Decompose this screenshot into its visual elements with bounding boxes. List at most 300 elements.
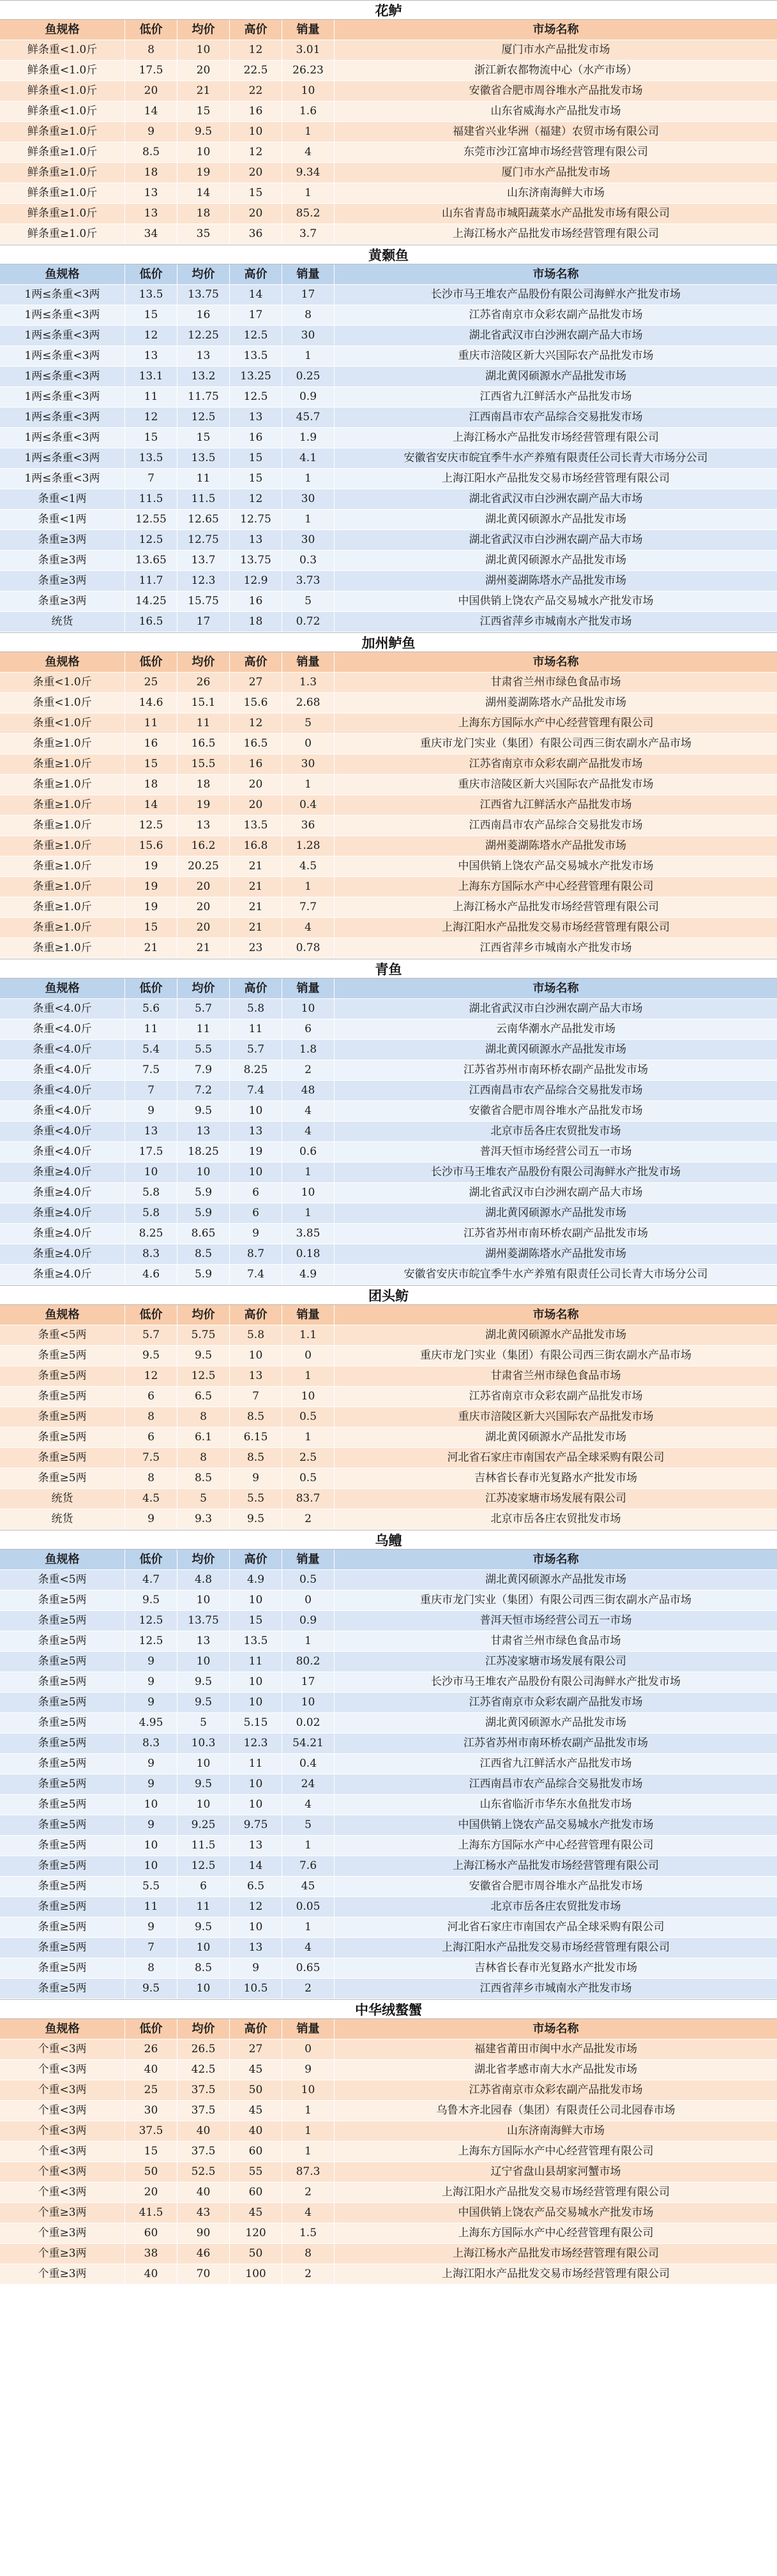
market-cell: 江西南昌市农产品综合交易批发市场: [469, 1084, 643, 1097]
spec-cell: 条重<1.0斤: [0, 693, 125, 713]
table-row: [0, 1570, 777, 1590]
low-price-cell: 41.5: [125, 2203, 177, 2223]
low-price-cell: 8.3: [125, 1734, 177, 1753]
table-row: [0, 1856, 777, 1877]
high-price-cell: 16.8: [230, 836, 282, 856]
low-price-cell: 6: [125, 1428, 177, 1447]
volume-cell: 4: [282, 1938, 335, 1958]
avg-price-cell: 37.5: [177, 2101, 230, 2121]
table-row: [0, 1448, 777, 1468]
avg-price-cell: 7.2: [177, 1081, 230, 1101]
spec-cell: 条重<4.0斤: [0, 1081, 125, 1101]
high-price-cell: 16: [230, 102, 282, 121]
volume-cell: 10: [282, 1387, 335, 1406]
spec-cell: 条重≥1.0斤: [0, 836, 125, 856]
market-cell: 江苏省南京市众彩农副产品批发市场: [469, 2084, 643, 2096]
spec-cell: 条重≥5两: [0, 1611, 125, 1631]
low-price-cell: 18: [125, 775, 177, 795]
low-price-cell: 4.7: [125, 1570, 177, 1590]
table-row: [0, 1183, 777, 1203]
high-price-cell: 8.25: [230, 1060, 282, 1080]
market-cell: 福建省兴业华洲（福建）农贸市场有限公司: [453, 125, 659, 138]
low-price-cell: 9: [125, 1652, 177, 1672]
spec-cell: 1两≤条重<3两: [0, 469, 125, 489]
avg-price-cell: 12.3: [177, 571, 230, 591]
market-cell: 重庆市涪陵区新大兴国际农产品批发市场: [458, 778, 654, 791]
table-row: [0, 1244, 777, 1265]
market-cell: 安徽省合肥市周谷堆水产品批发市场: [469, 1880, 643, 1893]
avg-price-cell: 11: [177, 1897, 230, 1917]
table-header-row: [0, 652, 777, 673]
avg-price-cell: 8: [177, 1407, 230, 1427]
market-header: 市场名称: [532, 268, 579, 281]
volume-cell: 2.5: [282, 1448, 335, 1468]
low-price-cell: 8: [125, 40, 177, 60]
avg-price-cell: 11: [177, 469, 230, 489]
high-price-cell: 27: [230, 2039, 282, 2059]
volume-cell: 30: [282, 489, 335, 509]
table-header-row: [0, 979, 777, 999]
table-row: [0, 775, 777, 795]
spec-cell: 条重≥5两: [0, 1693, 125, 1712]
avg-price-header: 均价: [177, 1550, 230, 1569]
spec-cell: 条重≥5两: [0, 1448, 125, 1468]
table-row: [0, 1631, 777, 1652]
market-cell: 江西省萍乡市城南水产批发市场: [479, 941, 632, 954]
table-row: [0, 122, 777, 142]
avg-price-cell: 12.75: [177, 530, 230, 550]
section-block: [0, 959, 777, 1285]
volume-cell: 2: [282, 1060, 335, 1080]
spec-cell: 条重<4.0斤: [0, 1040, 125, 1060]
volume-cell: 4.5: [282, 857, 335, 876]
market-cell: 山东济南海鲜大市场: [507, 2124, 605, 2137]
market-cell: 江苏凌家塘市场发展有限公司: [485, 1655, 626, 1668]
volume-cell: 0.5: [282, 1468, 335, 1488]
volume-cell: 87.3: [282, 2162, 335, 2182]
market-cell: 湖北黄冈硕源水产品批发市场: [485, 1431, 626, 1444]
high-price-cell: 15: [230, 183, 282, 203]
low-price-cell: 8: [125, 1958, 177, 1978]
high-price-cell: 55: [230, 2162, 282, 2182]
spec-cell: 条重≥5两: [0, 1428, 125, 1447]
market-cell: 上海东方国际水产中心经营管理有限公司: [458, 2145, 654, 2158]
volume-cell: 10: [282, 1693, 335, 1712]
table-row: [0, 1917, 777, 1938]
volume-cell: 1: [282, 775, 335, 795]
section-title: 加州鲈鱼: [0, 632, 777, 652]
volume-cell: 1: [282, 877, 335, 897]
volume-cell: 54.21: [282, 1734, 335, 1753]
table-row: [0, 1590, 777, 1611]
section-title: 团头鲂: [0, 1285, 777, 1305]
low-price-cell: 9: [125, 1693, 177, 1712]
avg-price-cell: 10: [177, 1162, 230, 1182]
market-cell: 北京市岳各庄农贸批发市场: [490, 1125, 621, 1138]
table-row: [0, 367, 777, 387]
table-row: [0, 142, 777, 163]
low-price-cell: 16.5: [125, 612, 177, 632]
table-header-row: [0, 2019, 777, 2039]
high-price-cell: 5.15: [230, 1713, 282, 1733]
spec-header: 鱼规格: [0, 1550, 125, 1569]
spec-cell: 条重≥5两: [0, 1672, 125, 1692]
spec-cell: 个重≥3两: [0, 2244, 125, 2264]
avg-price-cell: 13.75: [177, 1611, 230, 1631]
market-cell: 河北省石家庄市南国农产品全球采购有限公司: [447, 1451, 665, 1464]
high-price-cell: 13: [230, 408, 282, 427]
low-price-cell: 19: [125, 897, 177, 917]
table-row: [0, 81, 777, 102]
volume-cell: 45.7: [282, 408, 335, 427]
table-row: [0, 346, 777, 367]
avg-price-cell: 15: [177, 102, 230, 121]
avg-price-header: 均价: [177, 20, 230, 40]
low-price-cell: 9: [125, 1509, 177, 1529]
spec-cell: 个重<3两: [0, 2101, 125, 2121]
low-price-cell: 7.5: [125, 1448, 177, 1468]
spec-cell: 鲜条重≥1.0斤: [0, 224, 125, 244]
market-cell: 江苏省南京市众彩农副产品批发市场: [469, 1390, 643, 1403]
high-price-cell: 10: [230, 1917, 282, 1937]
volume-cell: 17: [282, 285, 335, 305]
table-row: [0, 469, 777, 489]
high-price-cell: 10: [230, 1101, 282, 1121]
table-row: [0, 2142, 777, 2162]
spec-cell: 条重<4.0斤: [0, 1060, 125, 1080]
avg-price-cell: 13: [177, 1122, 230, 1141]
avg-price-cell: 9.5: [177, 122, 230, 142]
volume-cell: 4: [282, 918, 335, 938]
high-price-cell: 10.5: [230, 1979, 282, 1999]
low-price-cell: 25: [125, 673, 177, 692]
volume-cell: 80.2: [282, 1652, 335, 1672]
volume-cell: 1: [282, 1631, 335, 1651]
high-price-cell: 12.3: [230, 1734, 282, 1753]
market-cell: 湖北黄冈硕源水产品批发市场: [485, 554, 626, 567]
avg-price-cell: 10: [177, 1754, 230, 1774]
table-row: [0, 387, 777, 408]
market-cell: 山东省青岛市城阳蔬菜水产品批发市场有限公司: [442, 207, 670, 220]
section-block: [0, 632, 777, 959]
market-cell: 江西省萍乡市城南水产批发市场: [479, 1982, 632, 1995]
low-price-cell: 11.5: [125, 489, 177, 509]
low-price-cell: 26: [125, 2039, 177, 2059]
high-price-cell: 10: [230, 1162, 282, 1182]
high-price-cell: 10: [230, 1672, 282, 1692]
volume-cell: 2: [282, 2264, 335, 2284]
volume-cell: 1: [282, 469, 335, 489]
low-price-cell: 17.5: [125, 1142, 177, 1162]
low-price-cell: 7.5: [125, 1060, 177, 1080]
spec-cell: 条重≥4.0斤: [0, 1203, 125, 1223]
market-header: 市场名称: [532, 23, 579, 36]
low-price-cell: 11: [125, 713, 177, 733]
spec-cell: 条重≥5两: [0, 1938, 125, 1958]
spec-cell: 1两≤条重<3两: [0, 346, 125, 366]
spec-cell: 条重≥3两: [0, 571, 125, 591]
volume-cell: 3.85: [282, 1224, 335, 1244]
spec-cell: 条重≥5两: [0, 1631, 125, 1651]
low-price-cell: 37.5: [125, 2121, 177, 2141]
volume-cell: 0: [282, 2039, 335, 2059]
spec-cell: 1两≤条重<3两: [0, 408, 125, 427]
table-row: [0, 224, 777, 245]
table-row: [0, 1713, 777, 1734]
spec-cell: 个重≥3两: [0, 2203, 125, 2223]
high-price-cell: 20: [230, 163, 282, 183]
volume-header: 销量: [282, 20, 335, 40]
market-cell: 湖北黄冈硕源水产品批发市场: [485, 1716, 626, 1729]
high-price-header: 高价: [230, 979, 282, 998]
avg-price-header: 均价: [177, 264, 230, 284]
low-price-cell: 9: [125, 1917, 177, 1937]
market-cell: 湖州菱湖陈塔水产品批发市场: [485, 1247, 626, 1260]
market-cell: 上海江杨水产品批发市场经营管理有限公司: [453, 2247, 659, 2260]
low-price-cell: 15: [125, 754, 177, 774]
low-price-cell: 13: [125, 346, 177, 366]
market-cell: 湖州菱湖陈塔水产品批发市场: [485, 696, 626, 709]
low-price-header: 低价: [125, 652, 177, 672]
market-cell: 上海江阳水产品批发交易市场经营管理有限公司: [442, 1941, 670, 1954]
spec-cell: 统货: [0, 1509, 125, 1529]
market-cell: 吉林省长春市光复路水产批发市场: [474, 1962, 637, 1974]
high-price-cell: 11: [230, 1754, 282, 1774]
high-price-cell: 6: [230, 1203, 282, 1223]
low-price-cell: 19: [125, 857, 177, 876]
section-block: [0, 245, 777, 632]
avg-price-cell: 13.7: [177, 551, 230, 570]
low-price-header: 低价: [125, 979, 177, 998]
market-header: 市场名称: [532, 1308, 579, 1322]
market-header: 市场名称: [532, 982, 579, 995]
volume-cell: 48: [282, 1081, 335, 1101]
volume-cell: 1.28: [282, 836, 335, 856]
volume-cell: 24: [282, 1774, 335, 1794]
low-price-cell: 5.5: [125, 1877, 177, 1896]
section-title: 黄颡鱼: [0, 245, 777, 264]
high-price-cell: 12: [230, 1897, 282, 1917]
volume-cell: 8: [282, 305, 335, 325]
volume-cell: 0.78: [282, 938, 335, 958]
spec-cell: 条重≥5两: [0, 1856, 125, 1876]
avg-price-cell: 9.5: [177, 1101, 230, 1121]
table-row: [0, 2080, 777, 2101]
low-price-cell: 14: [125, 795, 177, 815]
avg-price-cell: 10: [177, 1979, 230, 1999]
avg-price-cell: 20.25: [177, 857, 230, 876]
high-price-cell: 4.9: [230, 1570, 282, 1590]
volume-cell: 1: [282, 122, 335, 142]
avg-price-cell: 70: [177, 2264, 230, 2284]
market-cell: 上海东方国际水产中心经营管理有限公司: [458, 717, 654, 729]
avg-price-cell: 13: [177, 1631, 230, 1651]
market-cell: 东莞市沙江富坤市场经营管理有限公司: [464, 146, 648, 158]
low-price-cell: 13.1: [125, 367, 177, 386]
volume-cell: 2.68: [282, 693, 335, 713]
volume-cell: 5: [282, 713, 335, 733]
high-price-cell: 12: [230, 40, 282, 60]
spec-cell: 条重≥4.0斤: [0, 1244, 125, 1264]
high-price-cell: 120: [230, 2223, 282, 2243]
market-cell: 安徽省合肥市周谷堆水产品批发市场: [469, 84, 643, 97]
spec-cell: 条重≥1.0斤: [0, 734, 125, 754]
market-cell: 中国供销上饶农产品交易城水产批发市场: [458, 595, 654, 607]
market-cell: 云南华潮水产品批发市场: [496, 1023, 615, 1035]
avg-price-header: 均价: [177, 979, 230, 998]
high-price-cell: 8.7: [230, 1244, 282, 1264]
spec-cell: 个重<3两: [0, 2162, 125, 2182]
spec-cell: 条重≥4.0斤: [0, 1265, 125, 1284]
low-price-cell: 5.7: [125, 1325, 177, 1345]
spec-cell: 条重≥1.0斤: [0, 897, 125, 917]
high-price-cell: 14: [230, 1856, 282, 1876]
market-cell: 湖北省武汉市白沙洲农副产品大市场: [469, 492, 643, 505]
volume-cell: 0.05: [282, 1897, 335, 1917]
high-price-cell: 5.8: [230, 999, 282, 1019]
high-price-header: 高价: [230, 652, 282, 672]
high-price-cell: 13.5: [230, 816, 282, 835]
volume-cell: 4: [282, 1122, 335, 1141]
high-price-cell: 16: [230, 428, 282, 448]
volume-cell: 1.1: [282, 1325, 335, 1345]
avg-price-cell: 13.5: [177, 448, 230, 468]
volume-cell: 45: [282, 1877, 335, 1896]
table-row: [0, 1387, 777, 1407]
high-price-header: 高价: [230, 1550, 282, 1569]
table-header-row: [0, 1550, 777, 1570]
low-price-cell: 7: [125, 469, 177, 489]
market-cell: 江苏凌家塘市场发展有限公司: [485, 1492, 626, 1505]
volume-header: 销量: [282, 979, 335, 998]
low-price-cell: 12: [125, 408, 177, 427]
high-price-cell: 7.4: [230, 1081, 282, 1101]
avg-price-cell: 8.5: [177, 1244, 230, 1264]
spec-cell: 条重≥5两: [0, 1713, 125, 1733]
volume-cell: 3.01: [282, 40, 335, 60]
market-cell: 上海江阳水产品批发交易市场经营管理有限公司: [442, 472, 670, 485]
volume-cell: 9.34: [282, 163, 335, 183]
low-price-cell: 7: [125, 1081, 177, 1101]
table-row: [0, 1040, 777, 1060]
high-price-cell: 50: [230, 2244, 282, 2264]
volume-cell: 10: [282, 81, 335, 101]
spec-cell: 条重≥5两: [0, 1468, 125, 1488]
low-price-cell: 18: [125, 163, 177, 183]
high-price-cell: 18: [230, 612, 282, 632]
table-row: [0, 693, 777, 713]
volume-cell: 1.5: [282, 2223, 335, 2243]
avg-price-cell: 9.5: [177, 1917, 230, 1937]
volume-header: 销量: [282, 264, 335, 284]
spec-cell: 统货: [0, 1489, 125, 1509]
low-price-cell: 8.25: [125, 1224, 177, 1244]
volume-cell: 36: [282, 816, 335, 835]
table-row: [0, 1224, 777, 1244]
table-row: [0, 857, 777, 877]
avg-price-cell: 11.5: [177, 1836, 230, 1856]
section-title: 青鱼: [0, 959, 777, 979]
low-price-cell: 9: [125, 1754, 177, 1774]
high-price-cell: 21: [230, 897, 282, 917]
market-cell: 湖州菱湖陈塔水产品批发市场: [485, 574, 626, 587]
low-price-cell: 9: [125, 1101, 177, 1121]
high-price-cell: 6.15: [230, 1428, 282, 1447]
avg-price-cell: 8: [177, 1448, 230, 1468]
high-price-cell: 12: [230, 489, 282, 509]
section-block: [0, 1285, 777, 1530]
low-price-cell: 13: [125, 204, 177, 224]
table-row: [0, 163, 777, 183]
avg-price-cell: 14: [177, 183, 230, 203]
market-cell: 湖北黄冈硕源水产品批发市场: [485, 1043, 626, 1056]
spec-cell: 条重≥5两: [0, 1590, 125, 1610]
high-price-cell: 10: [230, 1346, 282, 1366]
volume-cell: 1.8: [282, 1040, 335, 1060]
low-price-cell: 10: [125, 1162, 177, 1182]
spec-cell: 条重<4.0斤: [0, 1142, 125, 1162]
volume-cell: 0.65: [282, 1958, 335, 1978]
high-price-cell: 8.5: [230, 1448, 282, 1468]
avg-price-cell: 19: [177, 163, 230, 183]
market-cell: 重庆市龙门实业（集团）有限公司西三街农副水产品市场: [420, 737, 691, 750]
table-row: [0, 1325, 777, 1346]
volume-cell: 2: [282, 1979, 335, 1999]
high-price-cell: 5.5: [230, 1489, 282, 1509]
market-cell: 上海东方国际水产中心经营管理有限公司: [458, 2227, 654, 2239]
low-price-cell: 11: [125, 387, 177, 407]
low-price-cell: 6: [125, 1387, 177, 1406]
high-price-cell: 5.8: [230, 1325, 282, 1345]
table-row: [0, 1081, 777, 1101]
low-price-cell: 40: [125, 2060, 177, 2080]
volume-cell: 4: [282, 1101, 335, 1121]
avg-price-cell: 8.5: [177, 1958, 230, 1978]
table-row: [0, 448, 777, 469]
low-price-cell: 10: [125, 1795, 177, 1815]
market-cell: 甘肃省兰州市绿色食品市场: [490, 1369, 621, 1382]
spec-cell: 个重<3两: [0, 2039, 125, 2059]
high-price-cell: 13: [230, 1938, 282, 1958]
table-row: [0, 1203, 777, 1224]
market-cell: 乌鲁木齐北园春（集团）有限责任公司北园春市场: [436, 2104, 675, 2117]
spec-cell: 条重<4.0斤: [0, 1122, 125, 1141]
spec-cell: 条重<1两: [0, 489, 125, 509]
avg-price-cell: 40: [177, 2183, 230, 2202]
low-price-cell: 8.5: [125, 142, 177, 162]
volume-cell: 0.6: [282, 1142, 335, 1162]
spec-header: 鱼规格: [0, 2019, 125, 2039]
avg-price-cell: 52.5: [177, 2162, 230, 2182]
table-row: [0, 938, 777, 959]
low-price-cell: 16: [125, 734, 177, 754]
high-price-cell: 10: [230, 1774, 282, 1794]
volume-cell: 1.6: [282, 102, 335, 121]
market-cell: 湖北黄冈硕源水产品批发市场: [485, 1573, 626, 1586]
table-row: [0, 591, 777, 612]
avg-price-cell: 43: [177, 2203, 230, 2223]
spec-cell: 鲜条重<1.0斤: [0, 81, 125, 101]
high-price-cell: 50: [230, 2080, 282, 2100]
table-row: [0, 183, 777, 204]
volume-cell: 3.73: [282, 571, 335, 591]
table-row: [0, 1366, 777, 1387]
table-row: [0, 1611, 777, 1631]
avg-price-cell: 10: [177, 1652, 230, 1672]
table-row: [0, 1979, 777, 1999]
low-price-cell: 12.55: [125, 510, 177, 530]
avg-price-cell: 12.5: [177, 1856, 230, 1876]
